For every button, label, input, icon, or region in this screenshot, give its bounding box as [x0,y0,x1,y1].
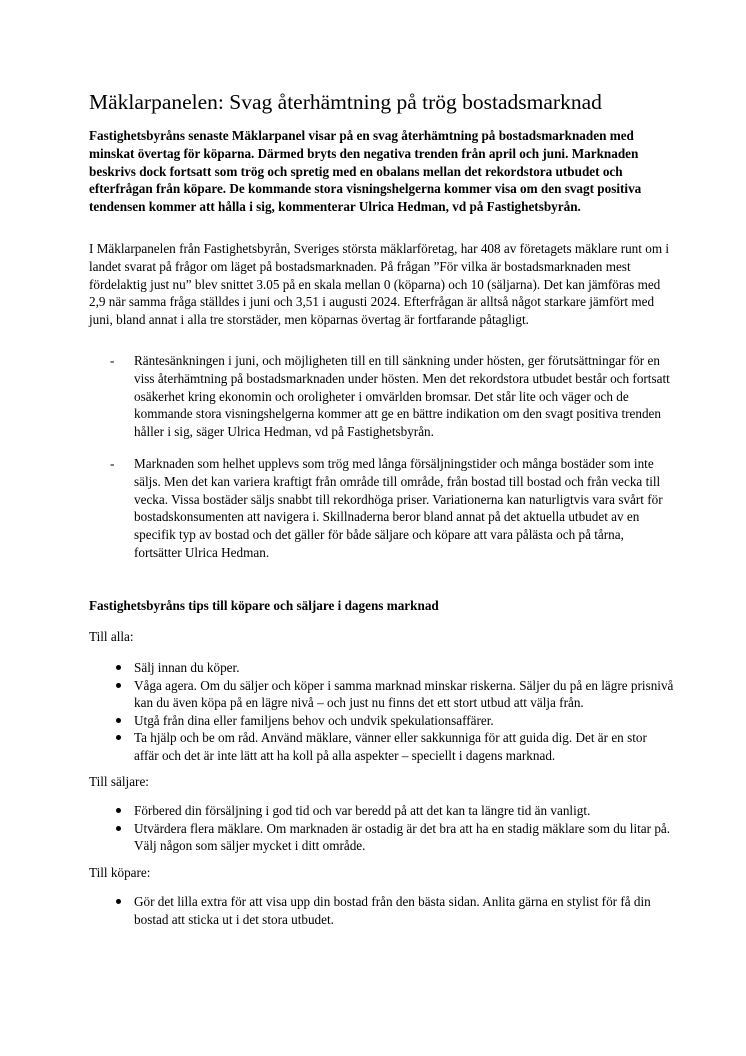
page-title: Mäklarpanelen: Svag återhämtning på trög bostadsmarknad [89,90,602,114]
quote-list [89,455,674,562]
bullet-icon [116,735,121,740]
bullet-icon [116,718,121,723]
lead-paragraph: Fastighetsbyråns senaste Mäklarpanel visar på en svag återhämtning på bostadsmarknaden med minskat övertag för köparna. Därmed bryts den negativa trenden från april och juni. Marknaden beskrivs dock fortsatt som trög och spretig med en obalans mellan det rekordstora utbudet och efterfrågan från köpare. De kommande stora visningshelgerna kommer visa om den svagt positiva tendensen kommer att hålla i sig, kommenterar Ulrica Hedman, vd på Fastighetsbyrån. [89,128,642,215]
list-item-text: Utgå från dina eller familjens behov och undvik spekulationsaffärer. [134,712,494,728]
dash-marker: - [110,353,115,368]
list-item [89,729,674,764]
list-item [89,820,674,855]
list-item [89,659,674,677]
quote-text: Räntesänkningen i juni, och möjligheten till en till sänkning under hösten, ger förutsättningar för en viss återhämtning på bostadsmarknaden under hösten. Men det rekordstora utbudet består och fortsatt osäkerhet kring ekonomin och oroligheter i omvärlden bromsar. Det står lite och väger och de kommande stora visningshelgerna kommer att ge en bättre indikation om den svagt positiva trenden håller i sig, säger Ulrica Hedman, vd på Fastighetsbyrån. [134,353,670,440]
bullet-icon [116,826,121,831]
list-item-text: Våga agera. Om du säljer och köper i samma marknad minskar riskerna. Säljer du på en lägre prisnivå kan du även köpa på en lägre nivå – och just nu finns det ett stort utbud att välja från. [134,677,674,711]
list-item [89,802,674,820]
list-item-text: Gör det lilla extra för att visa upp din bostad från den bästa sidan. Anlita gärna en stylist för få din bostad att sticka ut i det stora utbudet. [134,894,651,927]
tips-list-sellers [89,802,674,855]
bullet-icon [116,808,121,813]
list-item [89,677,674,712]
list-item-text: Ta hjälp och be om råd. Använd mäklare, vänner eller sakkunniga för att guida dig. Det är en stor affär och det är inte lätt att ha koll på alla aspekter – speciellt i dagens marknad. [134,730,647,763]
tips-heading: Fastighetsbyråns tips till köpare och säljare i dagens marknad [89,598,439,613]
list-item-text: Utvärdera flera mäklare. Om marknaden är ostadig är det bra att ha en stadig mäklare som du litar på. Välj någon som säljer mycket i ditt område. [134,820,671,854]
quote-text: Marknaden som helhet upplevs som trög med långa försäljningstider och många bostäder som inte säljs. Men det kan variera kraftigt från område till område, från bostad till bostad och från vecka till vecka. Vissa bostäder säljs snabbt till rekordhöga priser. Variationerna kan naturligtvis vara svårt för bostadskonsumenten att navigera i. Skillnaderna beror bland annat på det aktuella utbudet av en specifik typ av bostad och det gäller för både säljare och köpare att vara pålästa och på tårna, fortsätter Ulrica Hedman. [134,456,663,560]
list-item-text: Förbered din försäljning i god tid och var beredd på att det kan ta längre tid än vanligt. [134,803,591,818]
list-item [89,893,674,928]
intro-paragraph: I Mäklarpanelen från Fastighetsbyrån, Sveriges största mäklarföretag, har 408 av företagets mäklare runt om i landet svarat på frågor om läget på bostadsmarknaden. På frågan ”För vilka är bostadsmarknaden mest fördelaktig just nu” blev snittet 3.05 på en skala mellan 0 (köparna) och 10 (säljarna). Det kan jämföras med 2,9 när samma fråga ställdes i juni och 3,51 i augusti 2024. Efterfrågan är alltså något starkare jämfört med juni, bland annat i alla tre storstäder, men köparnas övertag är fortfarande påtagligt. [89,241,670,328]
bullet-icon [116,683,121,688]
bullet-icon [116,899,121,904]
group-label-sellers: Till säljare: [89,774,149,789]
list-item [89,712,674,730]
dash-marker: - [110,456,115,471]
quote-item [89,455,674,562]
group-label-all: Till alla: [89,629,134,644]
list-item-text: Sälj innan du köper. [134,660,240,675]
bullet-icon [116,665,121,670]
group-label-buyers: Till köpare: [89,865,151,880]
quote-item [89,352,674,441]
tips-list-all [89,659,674,765]
quote-list [89,352,674,441]
tips-list-buyers [89,893,674,928]
